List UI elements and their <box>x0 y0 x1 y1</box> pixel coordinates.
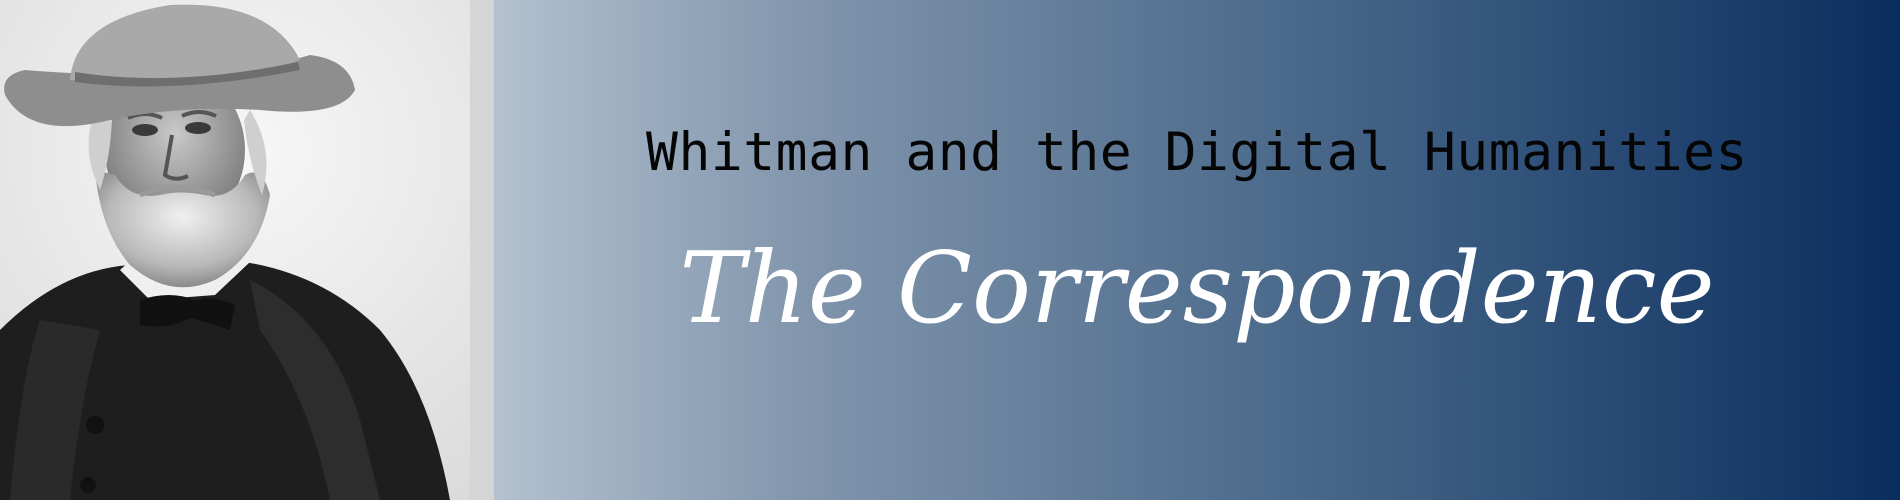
banner-overline: Whitman and the Digital Humanities <box>646 122 1748 183</box>
bearded-poet-portrait-icon <box>0 0 494 500</box>
banner-title: The Correspondence <box>679 232 1715 346</box>
author-portrait <box>0 0 494 500</box>
